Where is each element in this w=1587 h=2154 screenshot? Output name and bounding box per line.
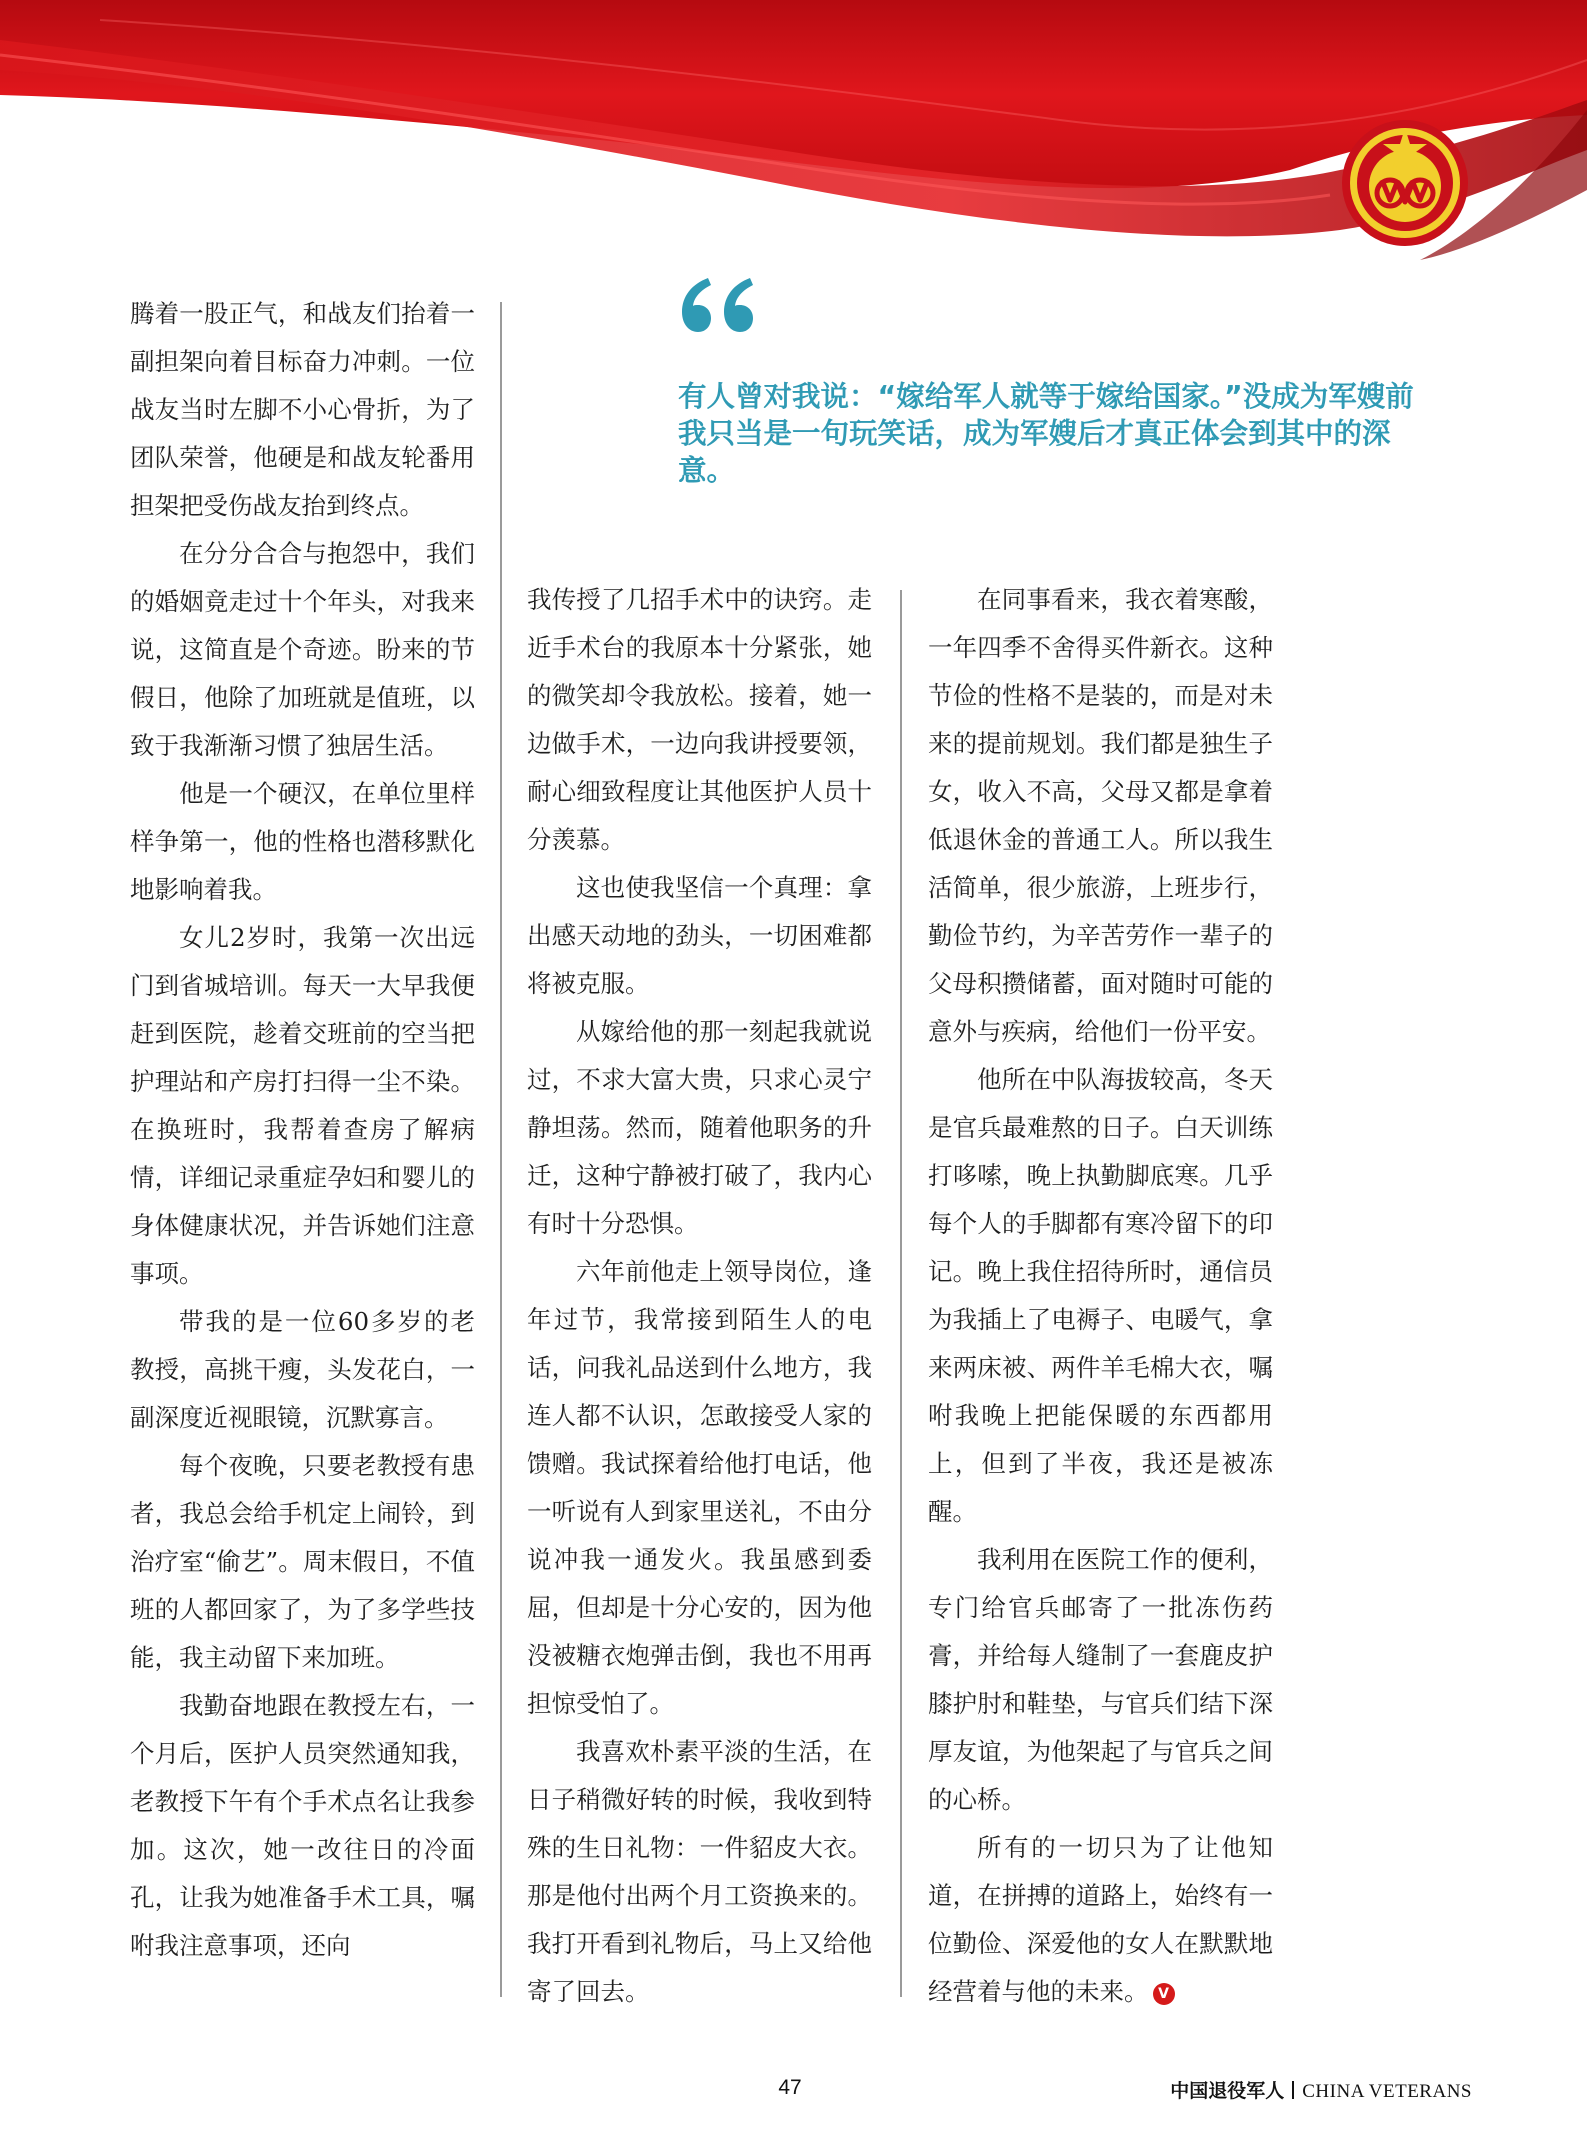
paragraph: 带我的是一位60多岁的老教授，高挑干瘦，头发花白，一副深度近视眼镜，沉默寡言。: [130, 1307, 475, 1432]
article-end-mark-icon: V: [1153, 1983, 1175, 2005]
paragraph: 我喜欢朴素平淡的生活，在日子稍微好转的时候，我收到特殊的生日礼物：一件貂皮大衣。那是他付出两个月工资换来的。我打开看到礼物后，马上又给他寄了回去。: [527, 1737, 872, 2006]
pull-quote: 有人曾对我说：“嫁给军人就等于嫁给国家。”没成为军嫂前我只当是一句玩笑话，成为军嫂后才真正体会到其中的深意。: [678, 380, 1414, 487]
article-column-1: [130, 290, 475, 1970]
paragraph: 他是一个硬汉，在单位里样样争第一，他的性格也潜移默化地影响着我。: [130, 779, 475, 904]
publication-name-zh: 中国退役军人: [1170, 2080, 1285, 2102]
paragraph: 我传授了几招手术中的诀窍。走近手术台的我原本十分紧张，她的微笑却令我放松。接着，她一边做手术，一边向我讲授要领，耐心细致程度让其他医护人员十分羡慕。: [527, 585, 872, 854]
page-number: 47: [778, 2076, 802, 2099]
paragraph: 他所在中队海拔较高，冬天是官兵最难熬的日子。白天训练打哆嗦，晚上执勤脚底寒。几乎每个人的手脚都有寒冷留下的印记。晚上我住招待所时，通信员为我插上了电褥子、电暖气，拿来两床被、两件羊毛棉大衣，嘱咐我晚上把能保暖的东西都用上，但到了半夜，我还是被冻醒。: [928, 1065, 1273, 1526]
paragraph: 每个夜晚，只要老教授有患者，我总会给手机定上闹铃，到治疗室“偷艺”。周末假日，不值班的人都回家了，为了多学些技能，我主动留下来加班。: [130, 1451, 475, 1672]
paragraph: 我勤奋地跟在教授左右，一个月后，医护人员突然通知我，老教授下午有个手术点名让我参加。这次，她一改往日的冷面孔，让我为她准备手术工具，嘱咐我注意事项，还向: [130, 1691, 475, 1960]
paragraph: 在同事看来，我衣着寒酸，一年四季不舍得买件新衣。这种节俭的性格不是装的，而是对未来的提前规划。我们都是独生子女，收入不高，父母又都是拿着低退休金的普通工人。所以我生活简单，很少旅游，上班步行，勤俭节约，为辛苦劳作一辈子的父母积攒储蓄，面对随时可能的意外与疾病，给他们一份平安。: [928, 585, 1273, 1046]
footer-divider: [1292, 2081, 1294, 2099]
paragraph: 从嫁给他的那一刻起我就说过，不求大富大贵，只求心灵宁静坦荡。然而，随着他职务的升迁，这种宁静被打破了，我内心有时十分恐惧。: [527, 1017, 872, 1238]
paragraph: 在分分合合与抱怨中，我们的婚姻竟走过十个年头，对我来说，这简直是个奇迹。盼来的节假日，他除了加班就是值班，以致于我渐渐习惯了独居生活。: [130, 539, 475, 760]
veterans-star-emblem-icon: [1340, 118, 1470, 248]
paragraph: 女儿2岁时，我第一次出远门到省城培训。每天一大早我便赶到医院，趁着交班前的空当把护理站和产房打扫得一尘不染。在换班时，我帮着查房了解病情，详细记录重症孕妇和婴儿的身体健康状况，并告诉她们注意事项。: [130, 923, 475, 1288]
paragraph: 我利用在医院工作的便利，专门给官兵邮寄了一批冻伤药膏，并给每人缝制了一套鹿皮护膝护肘和鞋垫，与官兵们结下深厚友谊，为他架起了与官兵之间的心桥。: [928, 1545, 1273, 1814]
article-column-3: [928, 576, 1273, 2016]
column-divider-right: [900, 590, 902, 1997]
article-column-2: [527, 576, 872, 2016]
column-divider-left: [500, 302, 502, 1997]
paragraph: 这也使我坚信一个真理：拿出感天动地的劲头，一切困难都将被克服。: [527, 873, 872, 998]
paragraph-text: 所有的一切只为了让他知道，在拼搏的道路上，始终有一位勤俭、深爱他的女人在默默地经营着与他的未来。: [928, 1833, 1273, 2006]
quotation-mark-icon: [676, 270, 756, 340]
publication-name-en: CHINA VETERANS: [1302, 2081, 1472, 2102]
publication-footer: [1170, 2076, 1472, 2103]
paragraph: [928, 1824, 1273, 2016]
paragraph: 腾着一股正气，和战友们抬着一副担架向着目标奋力冲刺。一位战友当时左脚不小心骨折，为了团队荣誉，他硬是和战友轮番用担架把受伤战友抬到终点。: [130, 299, 475, 520]
paragraph: 六年前他走上领导岗位，逢年过节，我常接到陌生人的电话，问我礼品送到什么地方，我连人都不认识，怎敢接受人家的馈赠。我试探着给他打电话，他一听说有人到家里送礼，不由分说冲我一通发火。我虽感到委屈，但却是十分心安的，因为他没被糖衣炮弹击倒，我也不用再担惊受怕了。: [527, 1257, 872, 1718]
